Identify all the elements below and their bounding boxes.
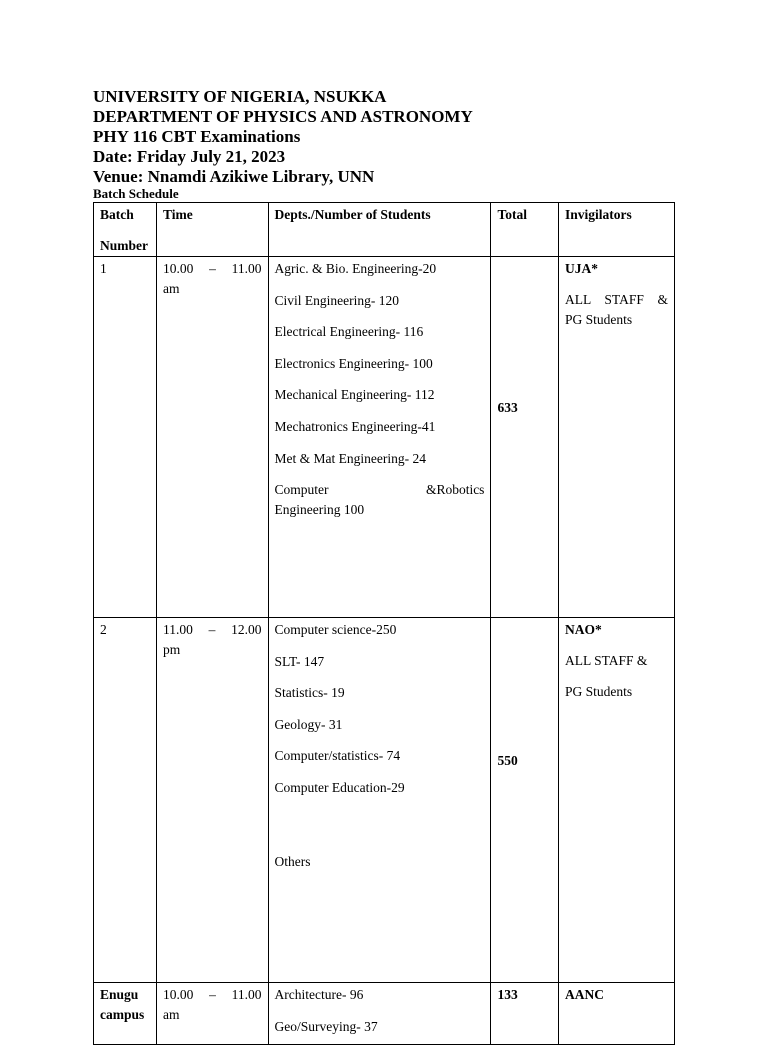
- list-item: Civil Engineering- 120: [274, 292, 399, 308]
- batch-time: [157, 257, 268, 618]
- time-end: 12.00: [231, 622, 262, 637]
- header-batch-number: [94, 203, 157, 257]
- total-value: 133: [497, 987, 518, 1002]
- batch-invigilators: [559, 257, 675, 618]
- time-end: 11.00: [231, 987, 262, 1002]
- header-invigilators: Invigilators: [559, 203, 675, 257]
- list-item: Computer Education-29: [274, 779, 405, 795]
- time-dash: –: [209, 261, 216, 276]
- dept-wrap-line: [275, 480, 485, 500]
- list-item: Statistics- 19: [274, 685, 345, 701]
- batch-invigilators: [559, 618, 675, 983]
- dept-word-robotics: &Robotics: [425, 482, 485, 498]
- list-item: Mechatronics Engineering-41: [274, 418, 436, 434]
- invigilator-note: PG Students: [565, 684, 633, 699]
- list-item: Geology- 31: [274, 716, 343, 732]
- list-item: Agric. & Bio. Engineering-20: [274, 261, 437, 276]
- list-item: Electrical Engineering- 116: [274, 324, 424, 340]
- schedule-subtitle: Batch Schedule: [93, 186, 179, 201]
- batch-number: 1: [94, 257, 157, 618]
- department-title: DEPARTMENT OF PHYSICS AND ASTRONOMY: [93, 107, 473, 126]
- dept-word-engineering: Engineering 100: [274, 502, 365, 518]
- batch-total: [491, 618, 559, 983]
- batch-name-line-2: campus: [100, 1007, 145, 1022]
- time-suffix: pm: [163, 642, 181, 657]
- list-item: Computer science-250: [274, 622, 397, 637]
- batch-number: 2: [94, 618, 157, 983]
- header-depts: Depts./Number of Students: [268, 203, 491, 257]
- header-number-label: Number: [100, 238, 148, 253]
- invigilator-note: ALL STAFF &: [565, 653, 648, 668]
- batch-depts: [268, 618, 491, 983]
- list-item: Met & Mat Engineering- 24: [274, 450, 426, 466]
- total-value: 550: [497, 753, 518, 768]
- list-item: [275, 480, 485, 520]
- list-item: Computer/statistics- 74: [274, 748, 401, 764]
- list-item: Electronics Engineering- 100: [274, 355, 433, 371]
- exam-venue: Venue: Nnamdi Azikiwe Library, UNN: [93, 167, 375, 186]
- invigilator-lead: NAO*: [565, 622, 602, 637]
- invigilator-lead: UJA*: [565, 261, 598, 276]
- exam-title: PHY 116 CBT Examinations: [93, 127, 301, 146]
- table-header-row: [94, 203, 675, 257]
- batch-time: [157, 983, 268, 1045]
- time-dash: –: [209, 987, 216, 1002]
- time-dash: –: [208, 622, 216, 637]
- total-value: 633: [497, 400, 518, 415]
- batch-name-line-1: Enugu: [100, 987, 139, 1002]
- batch-number: [94, 983, 157, 1045]
- header-total: Total: [491, 203, 559, 257]
- batch-total: [491, 257, 559, 618]
- batch-total: [491, 983, 559, 1045]
- header-batch-label: Batch: [100, 207, 134, 222]
- list-item: SLT- 147: [274, 653, 325, 669]
- time-end: 11.00: [231, 261, 262, 276]
- time-start: 10.00: [163, 261, 194, 276]
- time-suffix: am: [163, 281, 180, 296]
- batch-time: [157, 618, 268, 983]
- list-item: Mechanical Engineering- 112: [274, 387, 435, 403]
- list-item: Geo/Surveying- 37: [274, 1018, 378, 1034]
- list-item: Architecture- 96: [274, 987, 364, 1002]
- exam-date: Date: Friday July 21, 2023: [93, 147, 286, 166]
- table-row: [94, 257, 675, 618]
- time-suffix: am: [163, 1007, 180, 1022]
- table-row: [94, 983, 675, 1045]
- document-header: [93, 87, 473, 201]
- dept-word-computer: Computer: [274, 482, 329, 498]
- batch-depts: [268, 983, 491, 1045]
- list-item: Others: [274, 854, 311, 870]
- table-row: [94, 618, 675, 983]
- time-start: 11.00: [163, 622, 193, 637]
- batch-depts: [268, 257, 491, 618]
- time-start: 10.00: [163, 987, 194, 1002]
- batch-schedule-table: [93, 202, 675, 1045]
- invigilator-note: ALL STAFF & PG Students: [565, 292, 668, 327]
- university-title: UNIVERSITY OF NIGERIA, NSUKKA: [93, 87, 387, 106]
- list-spacer: [275, 810, 485, 841]
- invigilator-lead: AANC: [565, 987, 604, 1002]
- batch-invigilators: [559, 983, 675, 1045]
- header-time: Time: [157, 203, 268, 257]
